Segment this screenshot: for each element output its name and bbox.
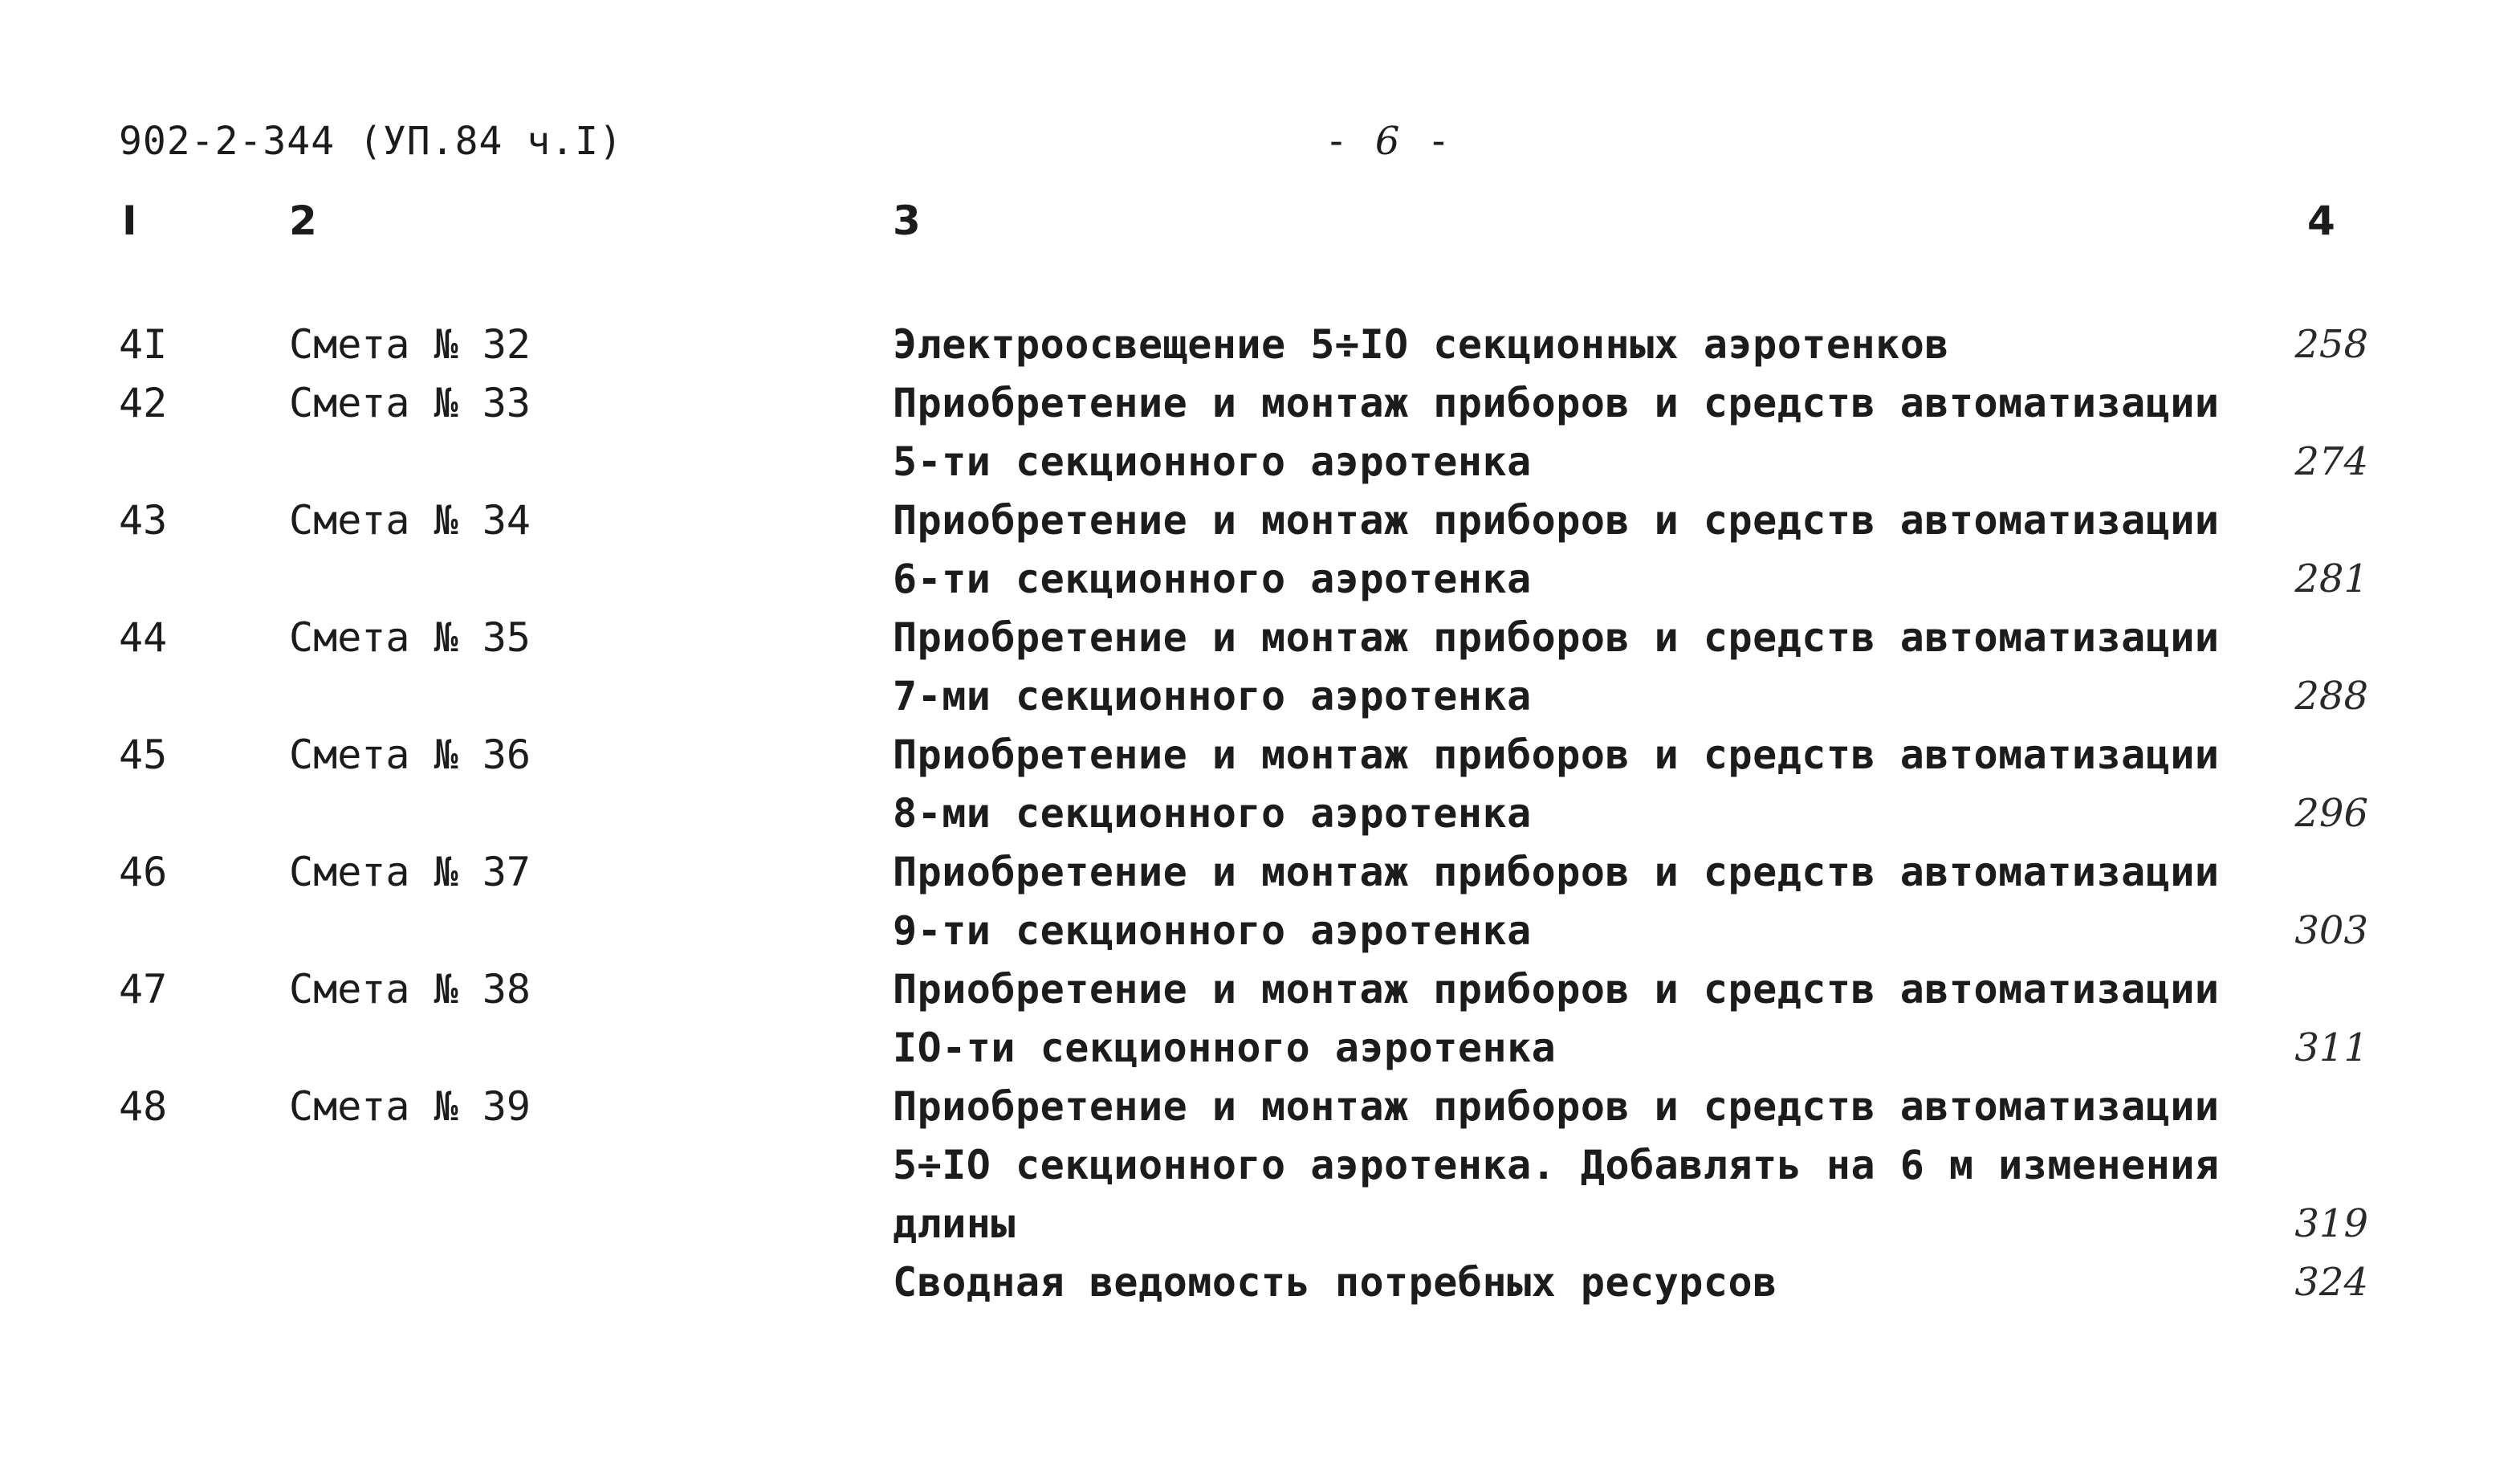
description-line: 7-ми секционного аэротенка (893, 673, 1532, 719)
description-line: Приобретение и монтаж приборов и средств автоматизации (893, 849, 2220, 895)
row-number: 48 (119, 1083, 168, 1130)
row-number: 47 (119, 966, 168, 1013)
row-description (893, 491, 2220, 609)
row-description (893, 1253, 2209, 1312)
estimate-reference: Смета № 39 (289, 1083, 531, 1130)
column-header-3: 3 (893, 198, 921, 244)
description-line: Приобретение и монтаж приборов и средств автоматизации (893, 614, 2220, 661)
row-number: 46 (119, 849, 168, 895)
page-reference: 258 (2294, 322, 2368, 367)
page-reference: 303 (2294, 908, 2368, 953)
row-description (893, 843, 2220, 960)
estimate-reference: Смета № 32 (289, 321, 531, 368)
page-dash-right: - (1427, 119, 1451, 164)
page-reference: 324 (2294, 1260, 2368, 1305)
description-line: Приобретение и монтаж приборов и средств автоматизации (893, 732, 2220, 778)
row-number: 45 (119, 732, 168, 778)
table-row (0, 374, 2520, 491)
row-description (893, 1078, 2220, 1253)
description-line: 8-ми секционного аэротенка (893, 790, 1532, 837)
description-line: Приобретение и монтаж приборов и средств автоматизации (893, 380, 2220, 426)
table-row (0, 1253, 2520, 1312)
table-row (0, 609, 2520, 726)
row-number: 4I (119, 321, 168, 368)
row-description (893, 316, 2209, 374)
row-description (893, 960, 2220, 1078)
column-header-4: 4 (2307, 198, 2335, 244)
estimate-reference: Смета № 35 (289, 614, 531, 661)
description-line: длины (893, 1200, 1016, 1247)
description-line: Электроосвещение 5÷IO секционных аэротенков (893, 321, 1949, 368)
table-row (0, 316, 2520, 374)
table-row (0, 843, 2520, 960)
page-number (1325, 119, 1450, 164)
description-line: Приобретение и монтаж приборов и средств автоматизации (893, 966, 2220, 1013)
description-line: 9-ти секционного аэротенка (893, 907, 1532, 954)
table-row (0, 491, 2520, 609)
description-line: Сводная ведомость потребных ресурсов (893, 1259, 1777, 1306)
column-header-1: I (122, 198, 137, 244)
table-row (0, 1078, 2520, 1253)
estimate-reference: Смета № 37 (289, 849, 531, 895)
page-reference: 319 (2294, 1201, 2368, 1246)
description-line: Приобретение и монтаж приборов и средств автоматизации (893, 1083, 2220, 1130)
page-reference: 296 (2294, 791, 2368, 836)
column-header-2: 2 (289, 198, 317, 244)
description-line: 5-ти секционного аэротенка (893, 438, 1532, 485)
row-number: 43 (119, 497, 168, 544)
row-description (893, 609, 2220, 726)
page-dash-left: - (1325, 119, 1348, 164)
page-reference: 311 (2294, 1025, 2368, 1070)
row-description (893, 374, 2220, 491)
row-number: 42 (119, 380, 168, 426)
estimate-reference: Смета № 34 (289, 497, 531, 544)
table-row (0, 960, 2520, 1078)
page-reference: 281 (2294, 556, 2368, 601)
estimate-reference: Смета № 38 (289, 966, 531, 1013)
estimate-reference: Смета № 36 (289, 732, 531, 778)
table-row (0, 726, 2520, 843)
description-line: 5÷IO секционного аэротенка. Добавлять на 6 м изменения (893, 1142, 2220, 1188)
page-reference: 288 (2294, 674, 2368, 719)
page-reference: 274 (2294, 439, 2368, 484)
description-line: 6-ти секционного аэротенка (893, 556, 1532, 602)
description-line: Приобретение и монтаж приборов и средств автоматизации (893, 497, 2220, 544)
estimate-reference: Смета № 33 (289, 380, 531, 426)
contents-table (0, 316, 2520, 1312)
document-code: 902-2-344 (УП.84 ч.I) (119, 119, 623, 164)
page-number-value: 6 (1374, 119, 1400, 164)
row-number: 44 (119, 614, 168, 661)
row-description (893, 726, 2220, 843)
description-line: IO-ти секционного аэротенка (893, 1025, 1557, 1071)
